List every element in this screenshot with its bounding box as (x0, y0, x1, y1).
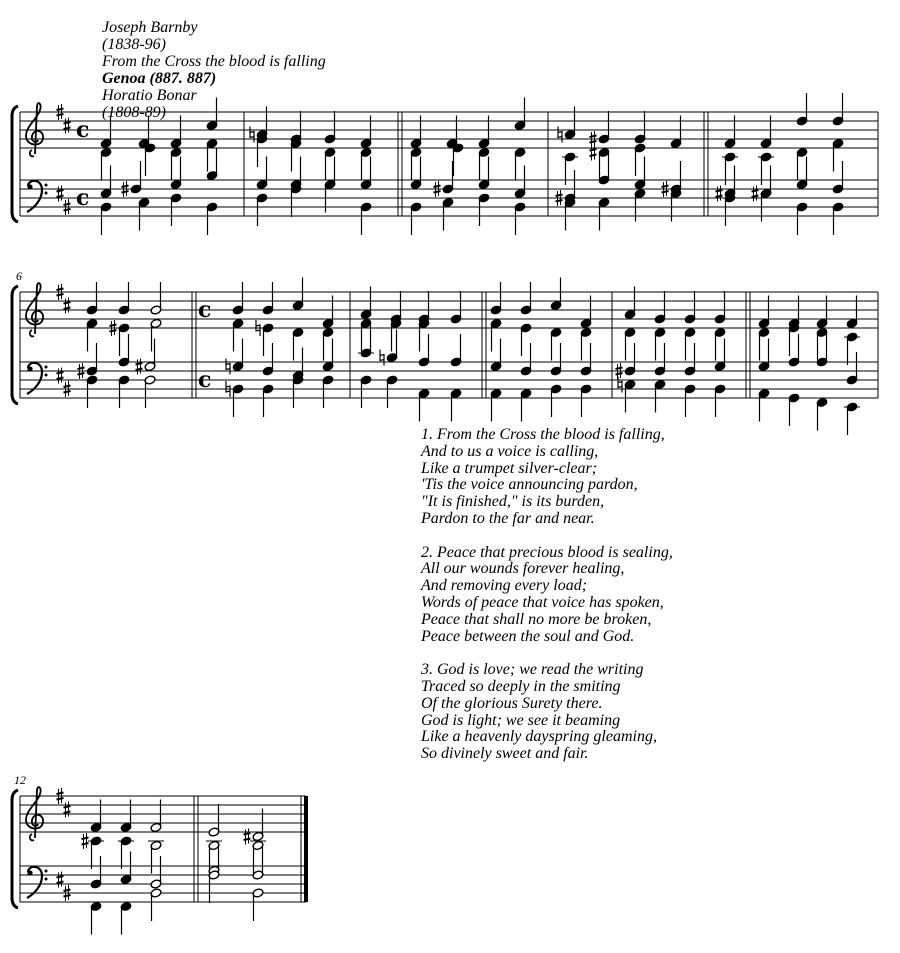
common-time-icon: c (198, 297, 212, 323)
key-signature-sharp-icon (64, 890, 71, 892)
sharp-icon (616, 373, 623, 375)
system-bracket (12, 286, 18, 404)
verse-line: Like a trumpet silver-clear; (421, 459, 598, 477)
verse-line: Peace between the soul and God. (421, 627, 635, 645)
natural-icon (618, 377, 622, 393)
sharp-icon (136, 369, 143, 371)
verse-line: Traced so deeply in the smiting (421, 677, 621, 695)
sharp-icon (122, 191, 129, 193)
key-signature-sharp-icon (64, 386, 71, 388)
verse-line: God is light; we see it beaming (421, 711, 621, 729)
key-signature-sharp-icon (64, 391, 71, 393)
sharp-icon (616, 368, 623, 370)
sharp-icon (78, 373, 85, 375)
sharp-icon (244, 833, 251, 835)
score-system-3 (12, 787, 308, 934)
first-line: From the Cross the blood is falling (102, 53, 326, 70)
system-bracket (12, 790, 18, 908)
hymn-verses (421, 427, 673, 763)
composer-dates: (1838-96) (102, 36, 166, 53)
sharp-icon (662, 186, 669, 188)
verse-2 (421, 545, 673, 646)
verse-line: And removing every load; (421, 577, 588, 595)
key-signature-sharp-icon (57, 109, 64, 111)
key-signature-sharp-icon (64, 895, 71, 897)
author-dates: (1808-89) (102, 104, 166, 121)
verse-line: Peace that shall no more be broken, (421, 610, 652, 628)
key-signature-sharp-icon (57, 289, 64, 291)
bass-clef-icon (45, 870, 48, 873)
system-bracket (12, 106, 18, 222)
sharp-icon (716, 196, 723, 198)
key-signature-sharp-icon (57, 876, 64, 878)
sharp-icon (752, 196, 759, 198)
bass-clef-icon (27, 870, 32, 875)
sharp-icon (136, 363, 143, 365)
verse-line: Like a heavenly dayspring gleaming, (421, 728, 657, 746)
key-signature-sharp-icon (57, 882, 64, 884)
sharp-icon (590, 136, 597, 138)
verse-line: All our wounds forever healing, (421, 560, 625, 578)
key-signature-sharp-icon (64, 806, 71, 808)
sharp-icon (244, 839, 251, 841)
verse-1 (421, 427, 673, 528)
verse-line: Pardon to the far and near. (421, 509, 595, 527)
sharp-icon (590, 141, 597, 143)
sharp-icon (434, 186, 441, 188)
key-signature-sharp-icon (64, 122, 71, 124)
natural-icon (558, 127, 562, 143)
verse-line: 2. Peace that precious blood is sealing, (421, 543, 673, 561)
sharp-icon (78, 368, 85, 370)
sharp-icon (752, 190, 759, 192)
sharp-icon (662, 191, 669, 193)
final-barline (304, 796, 308, 902)
tune-name: Genoa (887. 887) (102, 70, 217, 87)
common-time-icon: c (76, 185, 90, 211)
verse-line: 1. From the Cross the blood is falling, (421, 426, 665, 443)
key-signature-sharp-icon (57, 294, 64, 296)
verse-line: And to us a voice is calling, (421, 442, 599, 460)
key-signature-sharp-icon (57, 114, 64, 116)
bass-clef-icon (27, 366, 32, 371)
bass-clef-icon (27, 184, 32, 189)
verse-3 (421, 662, 673, 763)
score-system-1 (12, 93, 878, 235)
key-signature-sharp-icon (64, 209, 71, 211)
bass-clef-icon (45, 878, 48, 881)
verse-line: Of the glorious Surety there. (421, 694, 603, 712)
verse-line: "It is finished," is its burden, (421, 493, 605, 511)
sharp-icon (556, 195, 563, 197)
sharp-icon (590, 155, 597, 157)
sharp-icon (434, 191, 441, 193)
natural-icon (226, 359, 230, 375)
key-signature-sharp-icon (57, 793, 64, 795)
measure-number-6: 6 (16, 269, 22, 283)
bass-clef-icon (45, 184, 48, 187)
key-signature-sharp-icon (57, 798, 64, 800)
key-signature-sharp-icon (64, 812, 71, 814)
key-signature-sharp-icon (57, 196, 64, 198)
bass-clef-icon (45, 192, 48, 195)
score-system-2 (12, 278, 878, 436)
sharp-icon (110, 325, 117, 327)
author-name: Horatio Bonar (102, 87, 197, 104)
sharp-icon (556, 200, 563, 202)
verse-line: So divinely sweet and fair. (421, 745, 589, 763)
verse-line: 3. God is love; we read the writing (421, 661, 644, 679)
sharp-icon (122, 186, 129, 188)
verse-line: 'Tis the voice announcing pardon, (421, 476, 638, 494)
key-signature-sharp-icon (57, 372, 64, 374)
sharp-icon (82, 843, 89, 845)
key-signature-sharp-icon (64, 204, 71, 206)
bass-clef-icon (45, 374, 48, 377)
key-signature-sharp-icon (57, 378, 64, 380)
key-signature-sharp-icon (64, 308, 71, 310)
natural-icon (380, 350, 384, 366)
sharp-icon (716, 190, 723, 192)
key-signature-sharp-icon (57, 190, 64, 192)
sharp-icon (590, 149, 597, 151)
bass-clef-icon (45, 366, 48, 369)
common-time-icon: c (76, 117, 90, 143)
common-time-icon: c (198, 367, 212, 393)
key-signature-sharp-icon (64, 128, 71, 130)
sharp-icon (82, 838, 89, 840)
composer-name: Joseph Barnby (102, 19, 198, 36)
key-signature-sharp-icon (64, 302, 71, 304)
measure-number-12: 12 (14, 773, 26, 787)
verse-line: Words of peace that voice has spoken, (421, 593, 664, 611)
sharp-icon (110, 330, 117, 332)
natural-icon (250, 127, 254, 143)
